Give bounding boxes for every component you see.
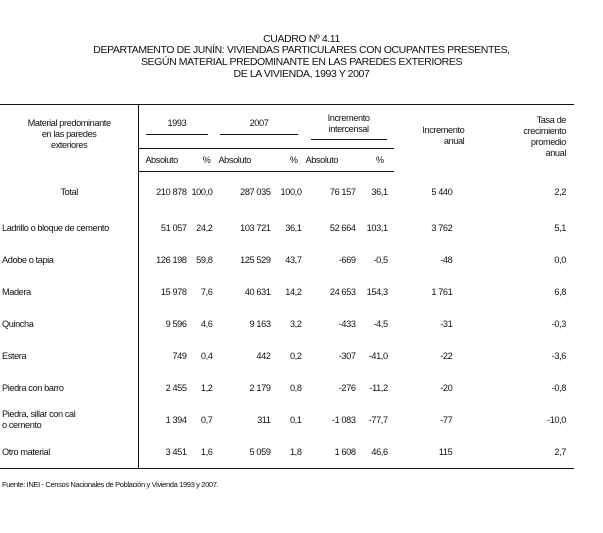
cell-pct-1993: 59,8	[196, 255, 213, 265]
table-row	[0, 276, 574, 308]
cell-tasa: -0,8	[551, 383, 566, 393]
cell-pct-2007: 1,8	[275, 436, 304, 469]
cell-abs-2007: 103 721	[240, 223, 271, 233]
cell-pct-1993: 24,2	[196, 223, 213, 233]
subheader-pct-1993: %	[190, 149, 215, 172]
cell-abs-1993: 1 394	[139, 404, 190, 436]
cell-abs-incremento: -433	[338, 319, 356, 329]
row-label: Otro material	[0, 436, 139, 469]
row-label: Piedra, sillar con cal o cemento	[2, 409, 76, 430]
cell-pct-incremento: 46,6	[362, 436, 394, 469]
cell-pct-2007: 100,0	[280, 187, 302, 197]
cell-abs-2007: 287 035	[240, 187, 271, 197]
cell-pct-2007: 3,2	[289, 319, 302, 329]
cell-abs-1993: 9 596	[139, 308, 190, 340]
cell-abs-incremento: -669	[338, 255, 356, 265]
cell-tasa: -10,0	[547, 414, 566, 425]
cell-incremento-anual: 115	[394, 436, 471, 469]
cell-incremento-anual: 5 440	[431, 186, 453, 197]
row-label: Estera	[2, 351, 27, 361]
cell-incremento-anual: -48	[440, 255, 453, 265]
cell-pct-2007: 36,1	[285, 223, 302, 233]
cell-tasa: 2,7	[470, 436, 574, 469]
cell-tasa: 0,0	[554, 255, 566, 265]
cell-pct-2007: 14,2	[285, 287, 302, 297]
cell-abs-2007: 2 179	[249, 383, 271, 393]
cell-incremento-anual: 1 761	[431, 287, 453, 297]
column-header-material: Material predominante en las paredes exteriores	[0, 105, 139, 172]
row-label: Adobe o tapia	[2, 255, 54, 265]
cell-abs-incremento: -276	[338, 383, 356, 393]
cell-pct-incremento: -41,0	[368, 351, 388, 361]
table-title-line-1: DEPARTAMENTO DE JUNÍN: VIVIENDAS PARTICULARES CON OCUPANTES PRESENTES,	[93, 44, 510, 56]
table-row	[0, 340, 574, 372]
subheader-absoluto-incremento: Absoluto	[304, 149, 362, 172]
cell-pct-1993: 1,2	[200, 383, 213, 393]
row-label: Quincha	[2, 319, 34, 329]
table-number: CUADRO Nº 4.11	[263, 33, 340, 45]
housing-material-table	[0, 104, 574, 469]
cell-abs-incremento: -307	[338, 351, 356, 361]
cell-pct-incremento: 103,1	[366, 223, 388, 233]
cell-abs-2007: 40 631	[244, 287, 271, 297]
cell-abs-incremento: 52 664	[329, 223, 356, 233]
table-title-line-3: DE LA VIVIENDA, 1993 Y 2007	[233, 68, 370, 80]
table-row	[0, 372, 574, 404]
cell-tasa: -0,3	[551, 319, 566, 329]
cell-abs-1993: 126 198	[139, 244, 190, 276]
table-row	[0, 308, 574, 340]
cell-pct-incremento: -11,2	[369, 383, 388, 393]
table-row	[0, 212, 574, 244]
cell-pct-2007: 0,8	[289, 383, 302, 393]
cell-abs-2007: 5 059	[214, 436, 274, 469]
column-header-1993: 1993	[139, 105, 215, 149]
cell-pct-1993: 7,6	[200, 287, 213, 297]
cell-pct-incremento: -4,5	[373, 319, 388, 329]
cell-pct-1993: 0,7	[200, 414, 213, 425]
subheader-absoluto-2007: Absoluto	[214, 149, 274, 172]
row-label: Piedra con barro	[2, 383, 64, 393]
cell-abs-1993: 749	[139, 340, 190, 372]
subheader-absoluto-1993: Absoluto	[139, 149, 190, 172]
cell-tasa: 5,1	[554, 223, 566, 233]
row-label: Total	[60, 186, 78, 197]
cell-pct-incremento: 36,1	[371, 187, 388, 197]
cell-pct-2007: 0,2	[289, 351, 302, 361]
cell-abs-incremento: 76 157	[329, 187, 356, 197]
cell-pct-1993: 100,0	[191, 187, 213, 197]
table-title-line-2: SEGÚN MATERIAL PREDOMINANTE EN LAS PAREDES EXTERIORES	[140, 56, 463, 68]
cell-tasa: 2,2	[554, 186, 566, 197]
column-header-intercensal: Incremento intercensal	[304, 105, 394, 149]
cell-abs-incremento: -1 083	[331, 414, 356, 425]
cell-incremento-anual: 3 762	[431, 223, 453, 233]
cell-pct-incremento: -77,7	[368, 414, 388, 425]
cell-abs-2007: 442	[256, 351, 271, 361]
cell-pct-2007: 43,7	[285, 255, 302, 265]
cell-pct-1993: 1,6	[190, 436, 215, 469]
cell-pct-1993: 4,6	[200, 319, 213, 329]
cell-pct-2007: 0,1	[289, 414, 302, 425]
cell-pct-1993: 0,4	[200, 351, 213, 361]
cell-incremento-anual: -77	[440, 414, 453, 425]
cell-abs-incremento: 1 608	[304, 436, 362, 469]
cell-abs-1993: 51 057	[139, 212, 190, 244]
row-label: Ladrillo o bloque de cemento	[2, 223, 109, 233]
cell-incremento-anual: -20	[440, 383, 453, 393]
table-row	[0, 404, 574, 436]
table-row	[0, 436, 574, 469]
subheader-pct-2007: %	[275, 149, 304, 172]
cell-abs-2007: 311	[257, 414, 271, 425]
cell-abs-incremento: 24 653	[329, 287, 356, 297]
cell-abs-1993: 15 978	[139, 276, 190, 308]
cell-abs-2007: 125 529	[240, 255, 271, 265]
cell-abs-2007: 9 163	[249, 319, 271, 329]
cell-pct-incremento: 154,3	[366, 287, 388, 297]
cell-pct-incremento: -0,5	[373, 255, 388, 265]
cell-abs-1993: 2 455	[139, 372, 190, 404]
table-row	[0, 172, 574, 213]
column-header-2007: 2007	[214, 105, 303, 149]
column-header-incremento-anual: Incremento anual	[394, 105, 471, 172]
column-header-tasa: Tasa de crecimiento promedio anual	[470, 105, 574, 172]
subheader-pct-incremento: %	[362, 149, 394, 172]
cell-incremento-anual: -31	[440, 319, 453, 329]
cell-tasa: 6,8	[554, 287, 566, 297]
row-label: Madera	[2, 287, 31, 297]
cell-abs-1993: 3 451	[139, 436, 190, 469]
cell-incremento-anual: -22	[440, 351, 453, 361]
cell-tasa: -3,6	[551, 351, 566, 361]
source-note: Fuente: INEI - Censos Nacionales de Población y Vivienda 1993 y 2007.	[2, 480, 219, 489]
table-row	[0, 244, 574, 276]
cell-abs-1993: 210 878	[139, 172, 190, 213]
